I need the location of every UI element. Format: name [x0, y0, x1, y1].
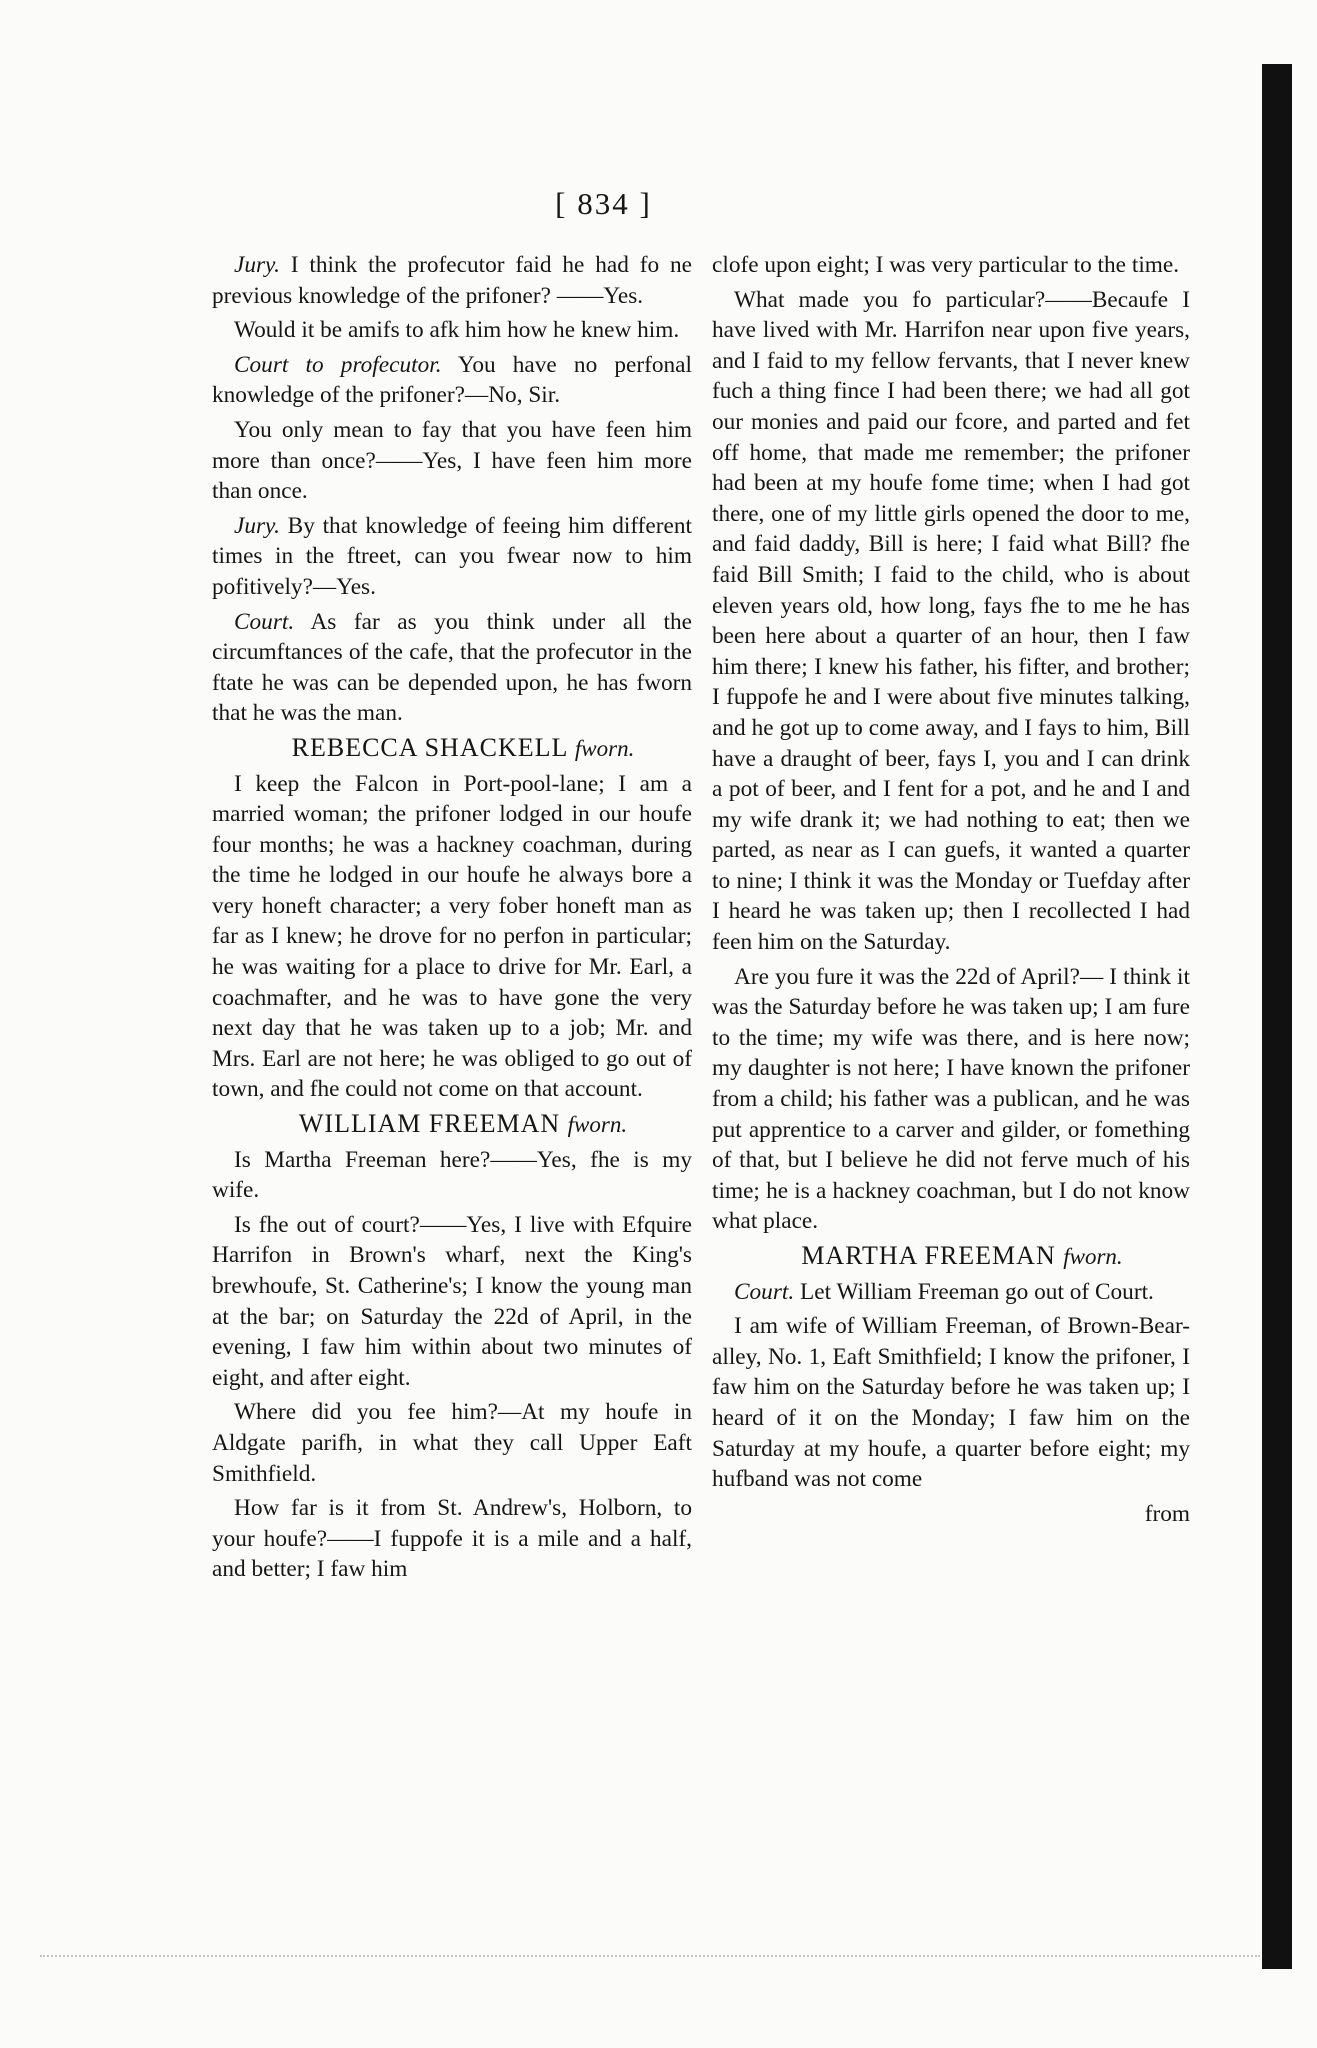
speaker-label: Court to profecutor. — [234, 351, 442, 378]
left-column — [212, 250, 692, 1589]
paragraph — [712, 285, 1190, 958]
paragraph — [712, 1277, 1190, 1308]
paragraph-text: clofe upon eight; I was very particular to the time. — [712, 252, 1180, 278]
paragraph — [212, 1397, 692, 1489]
paragraph-text: I keep the Falcon in Port-pool-lane; I am a married woman; the prifoner lodged in our houfe four months; he was a hackney coachman, during the time he lodged in our houfe he always bore a very honeft character; a very fober honeft man as far as I knew; he drove for no perfon in particular; he was waiting for a place to drive for Mr. Earl, a coachmafter, and he was to have gone the very next day that he was taken up to a job; Mr. and Mrs. Earl are not here; he was obliged to go out of town, and fhe could not come on that account. — [212, 770, 692, 1103]
right-column — [712, 250, 1190, 1533]
page-number: [ 834 ] — [555, 186, 652, 221]
witness-heading — [212, 733, 692, 765]
paragraph-text: Is fhe out of court?——Yes, I live with Efquire Harrifon in Brown's wharf, next the King's brewhoufe, St. Catherine's; I know the young man at the bar; on Saturday the 22d of April, in the evening, I faw him within about two minutes of eight, and after eight. — [212, 1211, 692, 1391]
page-edge-shadow — [1262, 64, 1292, 1969]
paragraph-text: Would it be amifs to afk him how he knew him. — [234, 317, 680, 344]
witness-heading — [712, 1241, 1190, 1273]
paragraph — [712, 962, 1190, 1237]
paragraph — [212, 511, 692, 603]
speaker-label: Jury. — [234, 512, 280, 539]
sworn-label: fworn. — [574, 735, 635, 761]
sworn-label: fworn. — [567, 1112, 628, 1138]
paragraph-text: I think the profecutor faid he had fo ne previous knowledge of the prifoner? ——Yes. — [212, 252, 692, 309]
speaker-label: Court. — [734, 1278, 795, 1305]
paragraph-text: You only mean to fay that you have feen him more than once?——Yes, I have feen him more than once. — [212, 416, 692, 505]
paragraph-text: Is Martha Freeman here?——Yes, fhe is my wife. — [212, 1146, 692, 1204]
paragraph — [212, 1210, 692, 1394]
paragraph-text: By that knowledge of feeing him different times in the ftreet, can you fwear now to him pofitively?—Yes. — [212, 512, 692, 600]
paragraph-text: How far is it from St. Andrew's, Holborn, to your houfe?——I fuppofe it is a mile and a half, and better; I faw him — [212, 1495, 692, 1583]
paragraph-text: I am wife of William Freeman, of Brown-Bear-alley, No. 1, Eaft Smithfield; I know the prifoner, I faw him on the Saturday before he was taken up; I heard of it on the Monday; I faw him on the Saturday at my houfe, a quarter before eight; my hufband was not come — [712, 1313, 1190, 1493]
speaker-label: Court. — [234, 608, 295, 635]
paragraph — [712, 250, 1190, 281]
paragraph — [212, 350, 692, 411]
paragraph-text: As far as you think under all the circumftances of the cafe, that the profecutor in the ftate he was can be depended upon, he has fworn that he was the man. — [212, 608, 692, 727]
paragraph — [212, 607, 692, 729]
paragraph-text: Where did you fee him?—At my houfe in Aldgate parifh, in what they call Upper Eaft Smithfield. — [212, 1399, 692, 1487]
paragraph-text: Let William Freeman go out of Court. — [794, 1278, 1154, 1305]
paragraph — [212, 415, 692, 507]
paragraph — [712, 1311, 1190, 1495]
sworn-label: fworn. — [1063, 1244, 1123, 1269]
speaker-label: Jury. — [234, 252, 280, 278]
paragraph-text: Are you fure it was the 22d of April?— I think it was the Saturday before he was taken up; I am fure to the time; my wife was there, and is here now; my daughter is not here; I have known the prifoner from a child; his father was a publican, and he was put apprentice to a carver and gilder, or fomething of that, but I believe he did not ferve much of his time; he is a hackney coachman, but I do not know what place. — [712, 963, 1190, 1235]
witness-name: REBECCA SHACKELL — [291, 732, 568, 762]
paragraph — [212, 769, 692, 1106]
paragraph-text: You have no perfonal knowledge of the prifoner?—No, Sir. — [212, 351, 692, 409]
paragraph-text: from — [1144, 1500, 1190, 1527]
page-header — [0, 186, 1317, 230]
paragraph — [212, 1145, 692, 1206]
paragraph — [712, 1499, 1190, 1530]
witness-name: MARTHA FREEMAN — [801, 1241, 1056, 1270]
witness-name: WILLIAM FREEMAN — [298, 1109, 561, 1139]
paragraph — [212, 1493, 692, 1585]
paragraph — [212, 315, 692, 346]
paragraph — [212, 250, 692, 311]
page-bottom-speckle — [40, 1955, 1260, 1967]
paragraph-text: What made you fo particular?——Becaufe I have lived with Mr. Harrifon near upon five years, and I faid to my fellow fervants, that I never knew fuch a thing fince I had been there; we had all got our monies and paid our fcore, and parted and fet off home, that made me remember; the prifoner had been at my houfe fome time; when I had got there, one of my little girls opened the door to me, and faid daddy, Bill is here; I faid what Bill? fhe faid Bill Smith; I faid to the child, who is about eleven years old, how long, fays fhe to me he has been here about a quarter of an hour, then I faw him there; I knew his father, his fifter, and brother; I fuppofe he and I were about five minutes talking, and he got up to come away, and I fays to him, Bill have a draught of beer, fays I, you and I can drink a pot of beer, and I fent for a pot, and he and I and my wife drank it; we had nothing to eat; then we parted, as near as I can guefs, it wanted a quarter to nine; I think it was the Monday or Tuefday after I heard he was taken up; then I recollected I had feen him on the Saturday. — [712, 286, 1190, 956]
witness-heading — [212, 1109, 692, 1141]
